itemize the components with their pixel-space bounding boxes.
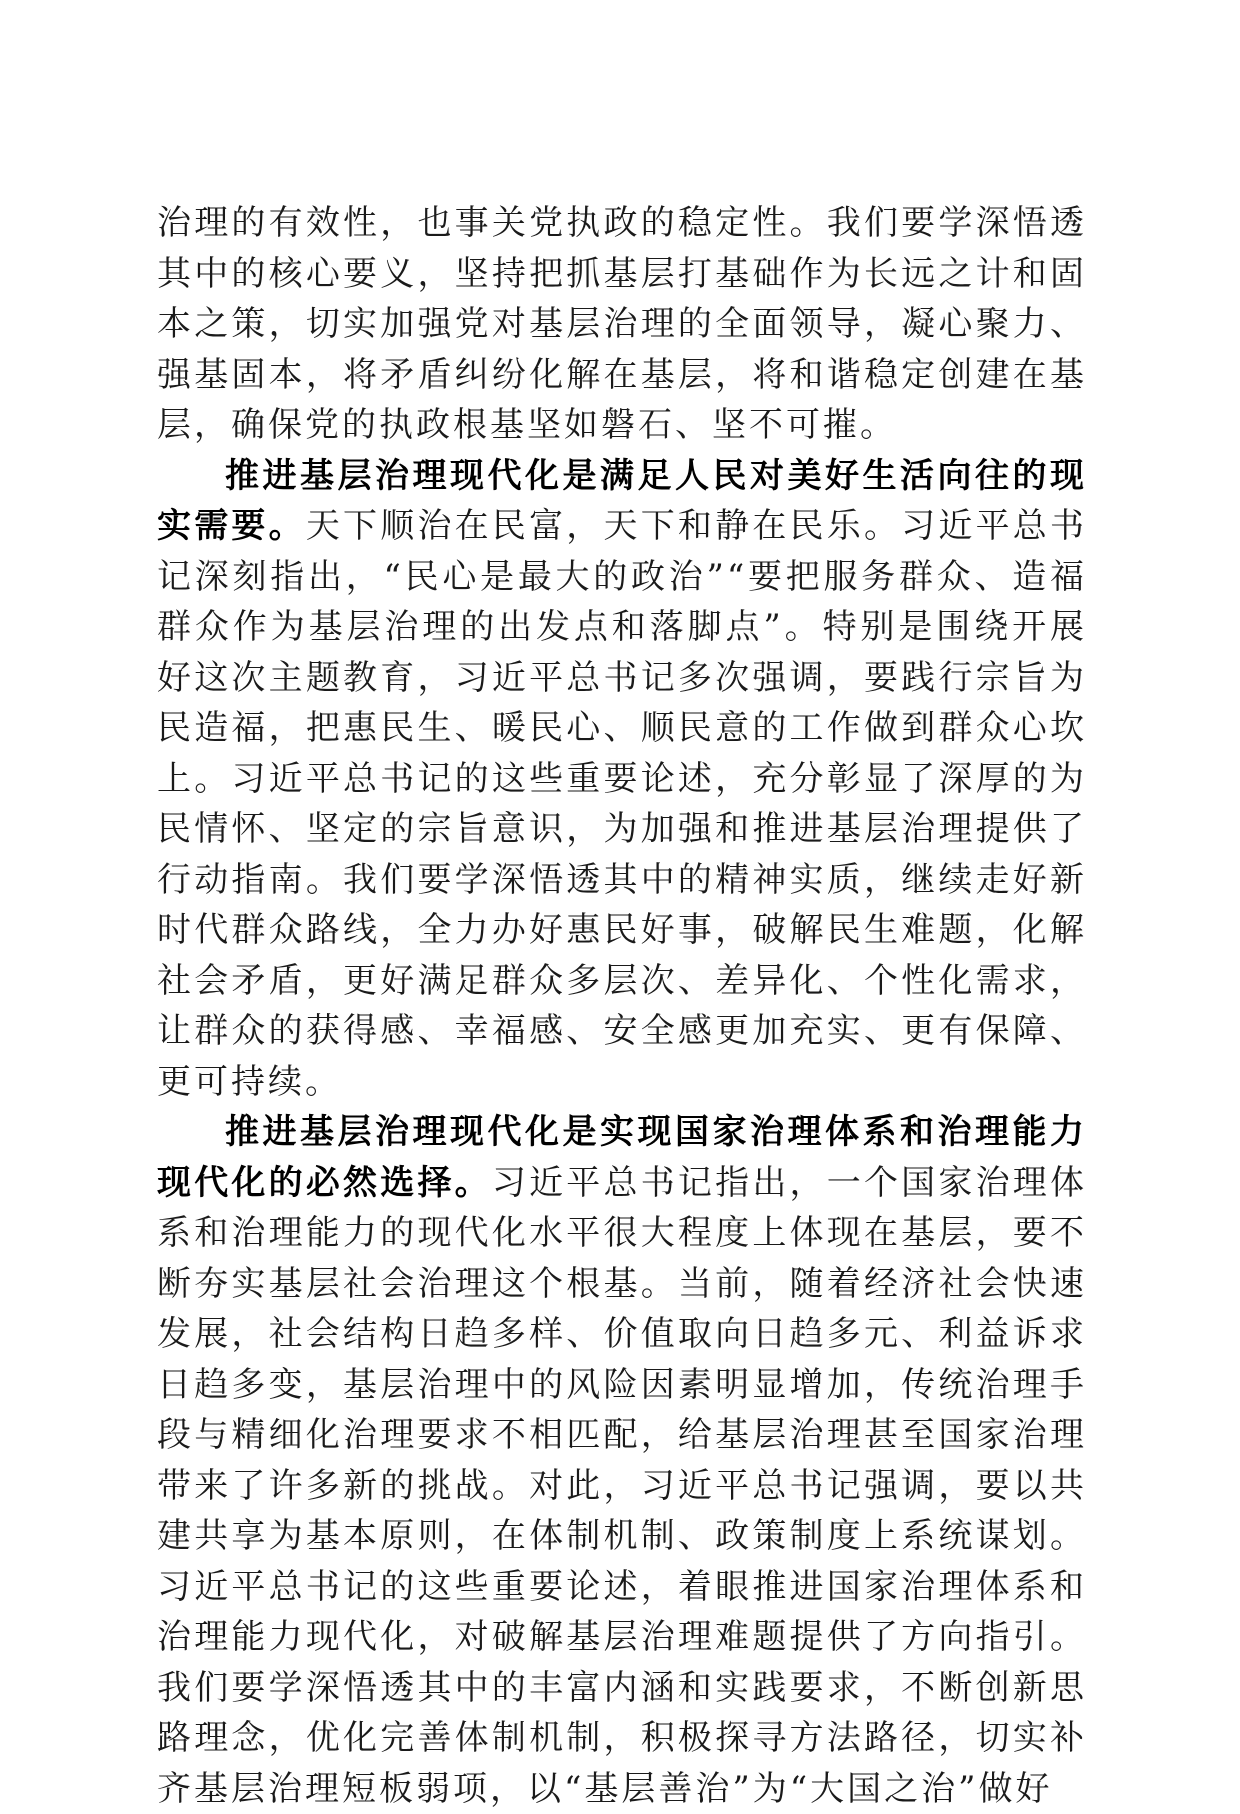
paragraph-text: 天下顺治在民富，天下和静在民乐。习近平总书记深刻指出，“民心是最大的政治”“要把服务群众、造福群众作为基层治理的出发点和落脚点”。特别是围绕开展好这次主题教育，习近平总书记多次强调，要践行宗旨为民造福，把惠民生、暖民心、顺民意的工作做到群众心坎上。习近平总书记的这些重要论述，充分彰显了深厚的为民情怀、坚定的宗旨意识，为加强和推进基层治理提供了行动指南。我们要学深悟透其中的精神实质，继续走好新时代群众路线，全力办好惠民好事，破解民生难题，化解社会矛盾，更好满足群众多层次、差异化、个性化需求，让群众的获得感、幸福感、安全感更加充实、更有保障、更可持续。 (157, 506, 1088, 1102)
paragraph-continuation (157, 198, 1087, 451)
paragraph-lead-heading: 推进基层治理现代化是实现国家治理体系和治理能力现代化的必然选择。 (157, 1112, 1087, 1203)
document-page (157, 198, 1087, 1814)
paragraph-lead-heading: 推进基层治理现代化是满足人民对美好生活向往的现实需要。 (157, 455, 1087, 546)
paragraph-text: 习近平总书记指出，一个国家治理体系和治理能力的现代化水平很大程度上体现在基层，要不断夯实基层社会治理这个根基。当前，随着经济社会快速发展，社会结构日趋多样、价值取向日趋多元、利益诉求日趋多变，基层治理中的风险因素明显增加，传统治理手段与精细化治理要求不相匹配，给基层治理甚至国家治理带来了许多新的挑战。对此，习近平总书记强调，要以共建共享为基本原则，在体制机制、政策制度上系统谋划。习近平总书记的这些重要论述，着眼推进国家治理体系和治理能力现代化，对破解基层治理难题提供了方向指引。我们要学深悟透其中的丰富内涵和实践要求，不断创新思路理念，优化完善体制机制，积极探寻方法路径，切实补齐基层治理短板弱项，以“基层善治”为“大国之治”做好 (157, 1162, 1087, 1809)
paragraph-people-needs (157, 451, 1087, 1108)
paragraph-text: 治理的有效性，也事关党执政的稳定性。我们要学深悟透其中的核心要义，坚持把抓基层打基础作为长远之计和固本之策，切实加强党对基层治理的全面领导，凝心聚力、强基固本，将矛盾纠纷化解在基层，将和谐稳定创建在基层，确保党的执政根基坚如磐石、坚不可摧。 (157, 203, 1087, 445)
paragraph-national-governance (157, 1107, 1087, 1814)
